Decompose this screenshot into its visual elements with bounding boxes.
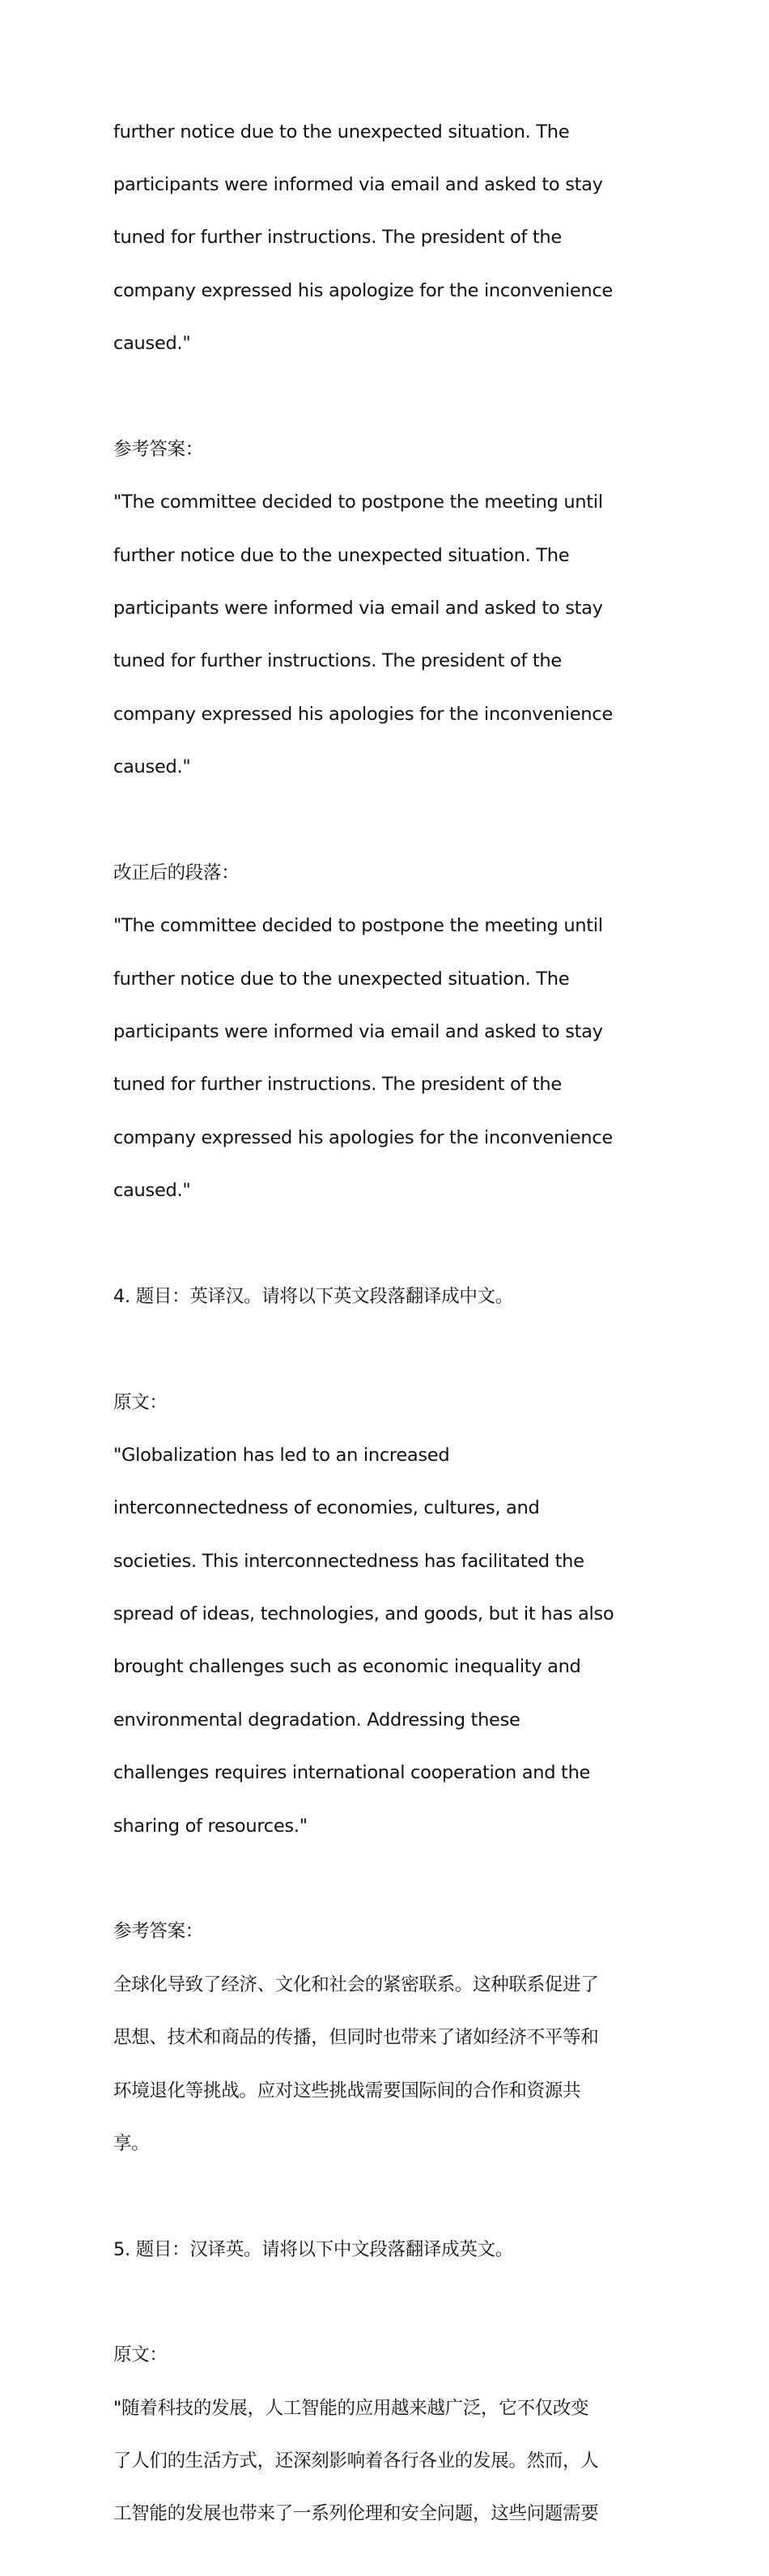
- section-heading: 原文：: [113, 1391, 168, 1413]
- question-heading: 4. 题目：英译汉。请将以下英文段落翻译成中文。: [113, 1285, 513, 1307]
- text-line: spread of ideas, technologies, and goods, but it has also: [113, 1603, 614, 1625]
- text-line: "The committee decided to postpone the meeting until: [113, 492, 603, 513]
- section-heading: 参考答案：: [113, 438, 204, 460]
- text-line: company expressed his apologize for the inconvenience: [113, 279, 613, 301]
- question-5-title: [113, 2206, 657, 2294]
- reference-answer-section: [113, 406, 657, 811]
- reference-answer-section: [113, 1888, 657, 2189]
- text-line: further notice due to the unexpected situation. The: [113, 968, 570, 990]
- text-line: participants were informed via email and asked to stay: [113, 598, 603, 619]
- text-line: 享。: [113, 2132, 150, 2154]
- question-heading: 5. 题目：汉译英。请将以下中文段落翻译成英文。: [113, 2238, 513, 2260]
- paragraph-continuation: [113, 88, 657, 389]
- section-heading: 原文：: [113, 2344, 168, 2366]
- text-line: participants were informed via email and asked to stay: [113, 1021, 603, 1043]
- text-line: participants were informed via email and asked to stay: [113, 173, 603, 195]
- text-line: company expressed his apologies for the inconvenience: [113, 1126, 613, 1148]
- text-line: societies. This interconnectedness has facilitated the: [113, 1550, 584, 1572]
- text-line: sharing of resources.": [113, 1815, 308, 1837]
- section-heading: 参考答案：: [113, 1921, 204, 1943]
- text-line: 了人们的生活方式，还深刻影响着各行各业的发展。然而，人: [113, 2450, 599, 2472]
- text-line: further notice due to the unexpected situation. The: [113, 121, 570, 143]
- text-line: further notice due to the unexpected situation. The: [113, 544, 570, 566]
- text-line: interconnectedness of economies, cultures, and: [113, 1497, 540, 1519]
- text-line: caused.": [113, 333, 191, 355]
- text-line: "Globalization has led to an increased: [113, 1444, 450, 1466]
- corrected-paragraph-section: [113, 829, 657, 1235]
- text-line: "随着科技的发展，人工智能的应用越来越广泛，它不仅改变: [113, 2397, 589, 2419]
- original-text-section: [113, 1359, 657, 1871]
- text-line: challenges requires international cooperation and the: [113, 1762, 591, 1784]
- original-text-section: [113, 2312, 657, 2559]
- text-line: caused.": [113, 1180, 191, 1202]
- section-heading: 改正后的段落：: [113, 862, 240, 884]
- text-line: 环境退化等挑战。应对这些挑战需要国际间的合作和资源共: [113, 2080, 581, 2101]
- document-body: [113, 88, 657, 2576]
- text-line: 思想、技术和商品的传播，但同时也带来了诸如经济不平等和: [113, 2027, 599, 2049]
- text-line: environmental degradation. Addressing these: [113, 1709, 520, 1731]
- text-line: 工智能的发展也带来了一系列伦理和安全问题，这些问题需要: [113, 2503, 599, 2525]
- text-line: tuned for further instructions. The president of the: [113, 650, 562, 672]
- text-line: brought challenges such as economic inequality and: [113, 1656, 581, 1678]
- text-line: 全球化导致了经济、文化和社会的紧密联系。这种联系促进了: [113, 1974, 599, 1995]
- text-line: "The committee decided to postpone the meeting until: [113, 915, 603, 937]
- text-line: tuned for further instructions. The president of the: [113, 227, 562, 249]
- text-line: tuned for further instructions. The president of the: [113, 1074, 562, 1096]
- text-line: caused.": [113, 756, 191, 778]
- text-line: company expressed his apologies for the inconvenience: [113, 703, 613, 725]
- question-4-title: [113, 1253, 657, 1341]
